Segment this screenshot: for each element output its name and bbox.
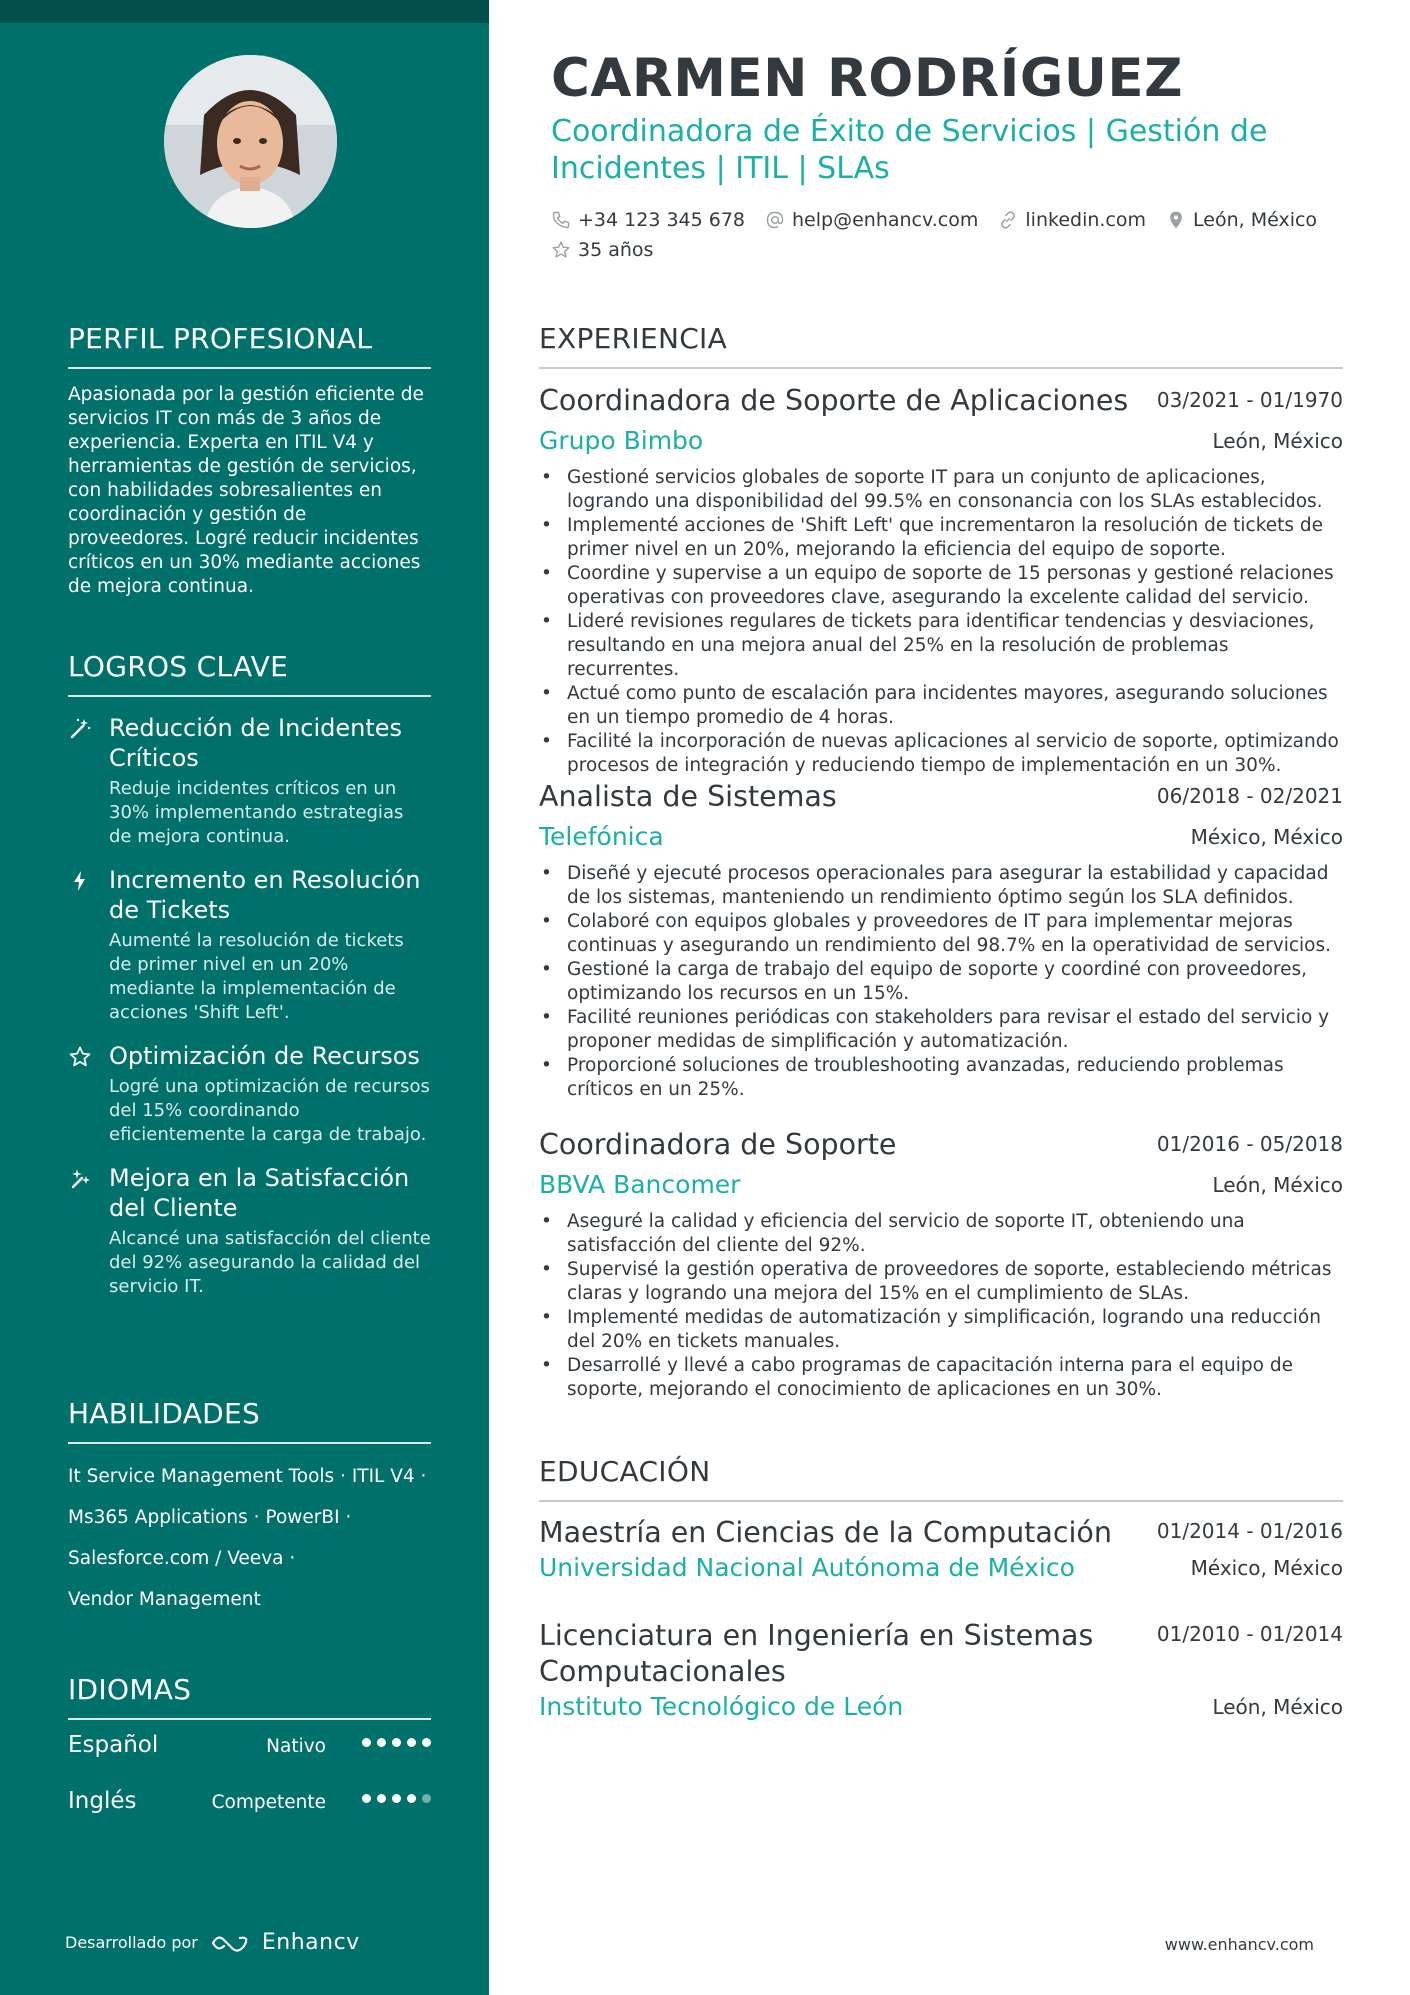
skill-item: Vendor Management [68,1589,261,1610]
education-dates: 01/2010 - 01/2014 [1156,1622,1343,1646]
language-rating [362,1794,431,1803]
achievement-item [68,1163,431,1299]
skill-item: PowerBI · [265,1507,351,1528]
rating-dot-filled [362,1738,371,1747]
education-school: Universidad Nacional Autónoma de México [539,1553,1075,1582]
achievement-desc: Reduje incidentes críticos en un 30% implementando estrategias de mejora continua. [109,778,404,847]
email-contact[interactable] [765,209,978,231]
education-school: Instituto Tecnológico de León [539,1692,904,1721]
star-icon [68,1045,92,1069]
lightning-icon [68,869,92,893]
job-location: León, México [1212,1173,1343,1197]
rating-dot-empty [422,1794,431,1803]
language-item [68,1720,431,1776]
achievement-title: Reducción de Incidentes Críticos [109,714,403,772]
linkedin-url: linkedin.com [1025,209,1147,231]
job-title: Analista de Sistemas [539,780,837,813]
achievement-desc: Logré una optimización de recursos del 15% coordinando eficientemente la carga de trabajo. [109,1076,430,1145]
skill-item: It Service Management Tools · [68,1466,346,1487]
job-dates: 03/2021 - 01/1970 [1156,388,1343,412]
education-degree: Licenciatura en Ingeniería en Sistemas Computacionales [539,1619,1094,1688]
candidate-name: CARMEN RODRÍGUEZ [551,48,1184,109]
rating-dot-filled [377,1794,386,1803]
linkedin-contact[interactable] [998,209,1146,231]
achievement-desc: Alcancé una satisfacción del cliente del 92% asegurando la calidad del servicio IT. [109,1228,431,1297]
rating-dot-filled [362,1794,371,1803]
language-level: Nativo [266,1736,326,1757]
email-address: help@enhancv.com [792,209,979,231]
education-heading: EDUCACIÓN [539,1455,1343,1502]
language-name: Español [68,1732,159,1758]
avatar [164,55,337,228]
job-entry [539,780,1343,1102]
language-name: Inglés [68,1788,137,1814]
contact-info [551,205,1318,265]
phone-contact [551,209,745,231]
education-dates: 01/2014 - 01/2016 [1156,1519,1343,1543]
job-bullets [539,1210,1343,1402]
powered-by-label: Desarrollado por [65,1933,198,1952]
job-title: Coordinadora de Soporte [539,1128,897,1161]
job-company: Telefónica [539,822,664,851]
rating-dot-filled [407,1794,416,1803]
job-bullet: • Gestioné la carga de trabajo del equipo de soporte y coordiné con proveedores, optimizando los recursos en un 15%. [539,958,1343,1006]
job-bullet: • Supervisé la gestión operativa de proveedores de soporte, estableciendo métricas claras y logrando una mejora del 15% en el cumplimiento de SLAs. [539,1258,1343,1306]
achievements-section [68,650,431,1299]
star-outline-icon [551,240,571,260]
job-bullet: • Facilité reuniones periódicas con stakeholders para revisar el estado del servicio y proponer medidas de simplificación y automatización. [539,1006,1343,1054]
age-text: 35 años [578,239,654,261]
education-location: León, México [1212,1695,1343,1719]
job-bullet: • Proporcioné soluciones de troubleshooting avanzadas, reduciendo problemas críticos en un 25%. [539,1054,1343,1102]
rating-dot-filled [422,1738,431,1747]
skills-list [68,1456,431,1620]
job-entry [539,1128,1343,1402]
location-pin-icon [1166,210,1186,230]
job-bullet: • Actué como punto de escalación para incidentes mayores, asegurando soluciones en un tiempo promedio de 4 horas. [539,682,1343,730]
rating-dot-filled [377,1738,386,1747]
profile-text: Apasionada por la gestión eficiente de servicios IT con más de 3 años de experiencia. Experta en ITIL V4 y herramientas de gestión de servicios, con habilidades sobresalientes en coordinación y gestión de proveedores. Logré reducir incidentes críticos en un 30% mediante acciones de mejora continua. [68,384,424,597]
language-rating [362,1738,431,1747]
profile-heading: PERFIL PROFESIONAL [68,322,431,369]
location-text: León, México [1193,209,1318,231]
achievement-item [68,1041,431,1147]
experience-heading: EXPERIENCIA [539,322,1343,369]
job-dates: 06/2018 - 02/2021 [1156,784,1343,808]
skill-item: Salesforce.com / Veeva · [68,1548,295,1569]
languages-heading: IDIOMAS [68,1673,431,1720]
job-bullet: • Desarrollé y llevé a cabo programas de capacitación interna para el equipo de soporte, mejorando el conocimiento de aplicaciones en un 30%. [539,1354,1343,1402]
achievement-desc: Aumenté la resolución de tickets de primer nivel en un 20% mediante la implementación de acciones 'Shift Left'. [109,930,404,1023]
language-level: Competente [211,1792,326,1813]
job-bullet: • Diseñé y ejecuté procesos operacionales para asegurar la estabilidad y capacidad de los sistemas, manteniendo un rendimiento óptimo según los SLA definidos. [539,862,1343,910]
education-degree: Maestría en Ciencias de la Computación [539,1516,1112,1549]
skills-heading: HABILIDADES [68,1397,431,1444]
skill-item: Ms365 Applications · [68,1507,260,1528]
job-location: León, México [1212,429,1343,453]
link-icon [998,210,1018,230]
job-bullet: • Colaboré con equipos globales y proveedores de IT para implementar mejoras continuas y asegurando un rendimiento del 98.7% en la operatividad de servicios. [539,910,1343,958]
profile-section [68,322,431,599]
skills-section [68,1397,431,1620]
job-location: México, México [1190,825,1343,849]
enhancv-logo-icon [210,1932,254,1954]
achievement-title: Incremento en Resolución de Tickets [109,866,421,924]
education-location: México, México [1190,1556,1343,1580]
job-entry [539,384,1343,778]
job-bullets [539,862,1343,1102]
achievements-heading: LOGROS CLAVE [68,650,431,697]
job-bullet: • Coordine y supervise a un equipo de soporte de 15 personas y gestioné relaciones operativas con proveedores clave, asegurando la excelente calidad del servicio. [539,562,1343,610]
languages-section [68,1673,431,1832]
phone-number: +34 123 345 678 [578,209,746,231]
job-bullet: • Aseguré la calidad y eficiencia del servicio de soporte IT, obteniendo una satisfacción del cliente del 92%. [539,1210,1343,1258]
headline: Coordinadora de Éxito de Servicios | Gestión de Incidentes | ITIL | SLAs [551,114,1268,186]
job-title: Coordinadora de Soporte de Aplicaciones [539,384,1129,417]
sidebar-top-bar [0,0,489,23]
job-bullet: • Gestioné servicios globales de soporte IT para un conjunto de aplicaciones, logrando una disponibilidad del 99.5% en consonancia con los SLAs establecidos. [539,466,1343,514]
age-contact [551,239,653,261]
language-item [68,1776,431,1832]
at-icon [765,210,785,230]
skill-item: ITIL V4 · [352,1466,427,1487]
magic-wand-icon [68,717,92,741]
sidebar [0,0,489,1995]
achievement-item [68,713,431,849]
phone-icon [551,210,571,230]
education-entry [539,1618,1343,1732]
job-bullets [539,466,1343,778]
enhancv-logo [210,1930,360,1955]
job-dates: 01/2016 - 05/2018 [1156,1132,1343,1156]
powered-by [65,1930,360,1955]
job-company: Grupo Bimbo [539,426,704,455]
brand-name: Enhancv [261,1930,360,1955]
job-bullet: • Lideré revisiones regulares de tickets para identificar tendencias y desviaciones, resultando en una mejora anual del 25% en la resolución de problemas recurrentes. [539,610,1343,682]
sparkle-icon [68,1167,92,1191]
rating-dot-filled [392,1738,401,1747]
job-bullet: • Implementé acciones de 'Shift Left' que incrementaron la resolución de tickets de primer nivel en un 20%, mejorando la eficiencia del equipo de soporte. [539,514,1343,562]
footer-url[interactable]: www.enhancv.com [1164,1935,1314,1954]
job-company: BBVA Bancomer [539,1170,741,1199]
profile-photo [164,55,337,228]
job-bullet: • Facilité la incorporación de nuevas aplicaciones al servicio de soporte, optimizando procesos de integración y reduciendo tiempo de implementación en un 30%. [539,730,1343,778]
rating-dot-filled [392,1794,401,1803]
rating-dot-filled [407,1738,416,1747]
achievement-item [68,865,431,1025]
education-entry [539,1515,1343,1593]
job-bullet: • Implementé medidas de automatización y simplificación, logrando una reducción del 20% en tickets manuales. [539,1306,1343,1354]
achievement-title: Optimización de Recursos [109,1042,420,1070]
location-contact [1166,209,1317,231]
achievement-title: Mejora en la Satisfacción del Cliente [109,1164,410,1222]
